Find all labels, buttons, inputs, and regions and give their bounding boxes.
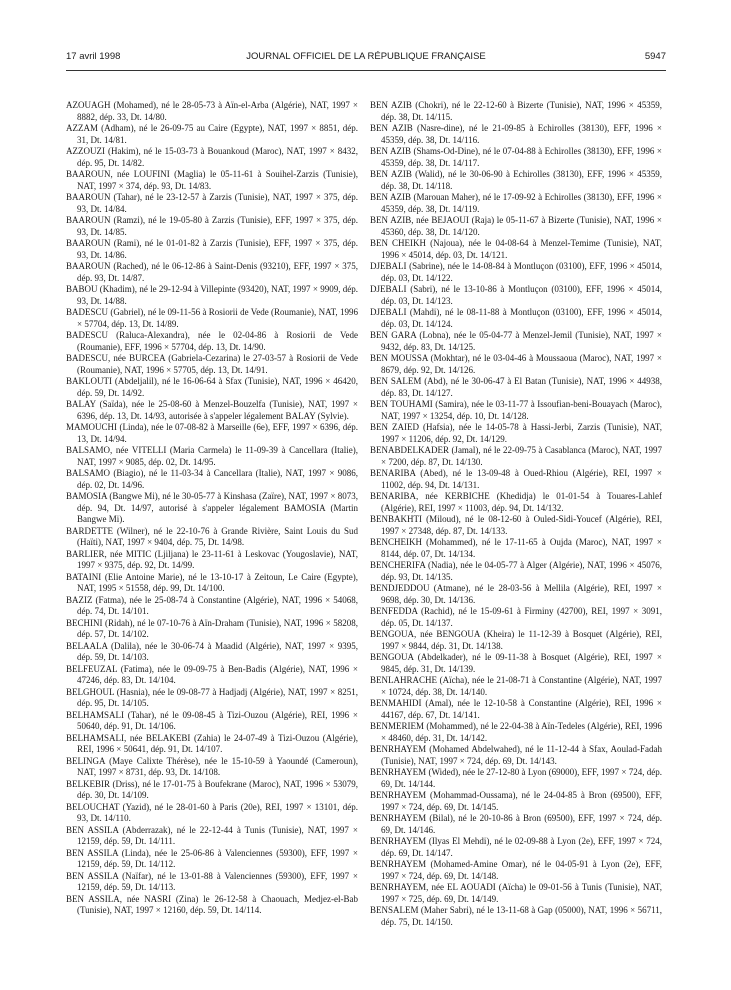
naturalization-entry: BAAROUN (Rached), né le 06-12-86 à Saint-Denis (93210), EFF, 1997 × 375, dép. 93, Dt. 14/87. — [66, 261, 358, 283]
naturalization-entry: BENRHAYEM (Mohammad-Oussama), né le 24-04-85 à Bron (69500), EFF, 1997 × 724, dép. 69, Dt. 14/145. — [370, 790, 662, 812]
naturalization-entry: BENGOUA, née BENGOUA (Kheira) le 11-12-39 à Bosquet (Algérie), REI, 1997 × 9844, dép. 31, Dt. 14/138. — [370, 629, 662, 651]
naturalization-entry: BAAROUN (Tahar), né le 23-12-57 à Zarzis (Tunisie), NAT, 1997 × 375, dép. 93, Dt. 14/84. — [66, 192, 358, 214]
naturalization-entry: BEN ASSILA (Naïfar), né le 13-01-88 à Valenciennes (59300), EFF, 1997 × 12159, dép. 59, Dt. 14/113. — [66, 870, 358, 892]
naturalization-entry: BEN ASSILA, née NASRI (Zina) le 26-12-58 à Chaouach, Medjez-el-Bab (Tunisie), NAT, 1997 × 12160, dép. 59, Dt. 14/114. — [66, 893, 358, 915]
naturalization-entry: BENFEDDA (Rachid), né le 15-09-61 à Firminy (42700), REI, 1997 × 3091, dép. 05, Dt. 14/137. — [370, 606, 662, 628]
naturalization-entry: BENRHAYEM (Ilyas El Mehdi), né le 02-09-88 à Lyon (2e), EFF, 1997 × 724, dép. 69, Dt. 14/147. — [370, 836, 662, 858]
naturalization-entry: BEN AZIB (Shams-Od-Dine), né le 07-04-88 à Echirolles (38130), EFF, 1996 × 45359, dép. 38, Dt. 14/117. — [370, 146, 662, 168]
naturalization-entry: DJEBALI (Sabrine), née le 14-08-84 à Montluçon (03100), EFF, 1996 × 45014, dép. 03, Dt. 14/122. — [370, 261, 662, 283]
naturalization-entry: BAZIZ (Fatma), née le 25-08-74 à Constantine (Algérie), NAT, 1996 × 54068, dép. 74, Dt. 14/101. — [66, 594, 358, 616]
naturalization-entry: BADESCU, née BURCEA (Gabriela-Cezarina) le 27-03-57 à Rosiorii de Vede (Roumanie), NAT, 1996 × 57705, dép. 13, Dt. 14/91. — [66, 353, 358, 375]
naturalization-entry: BELOUCHAT (Yazid), né le 28-01-60 à Paris (20e), REI, 1997 × 13101, dép. 93, Dt. 14/110. — [66, 801, 358, 823]
naturalization-entry: BADESCU (Raluca-Alexandra), née le 02-04-86 à Rosiorii de Vede (Roumanie), EFF, 1996 × 57704, dép. 13, Dt. 14/90. — [66, 330, 358, 352]
naturalization-entry: BELFEUZAL (Fatima), née le 09-09-75 à Ben-Badis (Algérie), NAT, 1996 × 47246, dép. 83, Dt. 14/104. — [66, 663, 358, 685]
naturalization-entry: BELAALA (Dalila), née le 30-06-74 à Maadid (Algérie), NAT, 1997 × 9395, dép. 59, Dt. 14/103. — [66, 640, 358, 662]
naturalization-entry: BEN SALEM (Abd), né le 30-06-47 à El Batan (Tunisie), NAT, 1996 × 44938, dép. 83, Dt. 14/127. — [370, 376, 662, 398]
naturalization-entry: BATAINI (Elie Antoine Marie), né le 13-10-17 à Zeitoun, Le Caire (Egypte), NAT, 1995 × 51558, dép. 99, Dt. 14/100. — [66, 571, 358, 593]
page-header — [66, 50, 666, 64]
naturalization-entry: AZOUAGH (Mohamed), né le 28-05-73 à Aïn-el-Arba (Algérie), NAT, 1997 × 8882, dép. 33, Dt. 14/80. — [66, 100, 358, 122]
right-column — [370, 100, 662, 928]
naturalization-entry: BENLAHRACHE (Aïcha), née le 21-08-71 à Constantine (Algérie), NAT, 1997 × 10724, dép. 38, Dt. 14/140. — [370, 675, 662, 697]
naturalization-entry: BENBAKHTI (Miloud), né le 08-12-60 à Ouled-Sidi-Youcef (Algérie), REI, 1997 × 27348, dép. 87, Dt. 14/133. — [370, 514, 662, 536]
naturalization-entry: BENSALEM (Maher Sabri), né le 13-11-68 à Gap (05000), NAT, 1996 × 56711, dép. 75, Dt. 14/150. — [370, 905, 662, 927]
naturalization-entry: BEN AZIB (Chokri), né le 22-12-60 à Bizerte (Tunisie), NAT, 1996 × 45359, dép. 38, Dt. 14/115. — [370, 100, 662, 122]
naturalization-entry: BENCHEIKH (Mohammed), né le 17-11-65 à Oujda (Maroc), NAT, 1997 × 8144, dép. 07, Dt. 14/134. — [370, 537, 662, 559]
naturalization-entry: BENRHAYEM (Mohamed Abdelwahed), né le 11-12-44 à Sfax, Aoulad-Fadah (Tunisie), NAT, 1997 × 724, dép. 69, Dt. 14/143. — [370, 744, 662, 766]
naturalization-entry: BELKEBIR (Driss), né le 17-01-75 à Boufekrane (Maroc), NAT, 1996 × 53079, dép. 30, Dt. 14/109. — [66, 778, 358, 800]
naturalization-entry: BENMAHIDI (Amal), née le 12-10-58 à Constantine (Algérie), REI, 1996 × 44167, dép. 67, Dt. 14/141. — [370, 698, 662, 720]
naturalization-entry: BENRHAYEM (Mohamed-Amine Omar), né le 04-05-91 à Lyon (2e), EFF, 1997 × 724, dép. 69, Dt. 14/148. — [370, 859, 662, 881]
naturalization-entry: BEN AZIB (Nasre-dine), né le 21-09-85 à Echirolles (38130), EFF, 1996 × 45359, dép. 38, Dt. 14/116. — [370, 123, 662, 145]
naturalization-entry: BELINGA (Maye Calixte Thérèse), née le 15-10-59 à Yaoundé (Cameroun), NAT, 1997 × 8731, dép. 93, Dt. 14/108. — [66, 755, 358, 777]
naturalization-entry: DJEBALI (Mahdi), né le 08-11-88 à Montluçon (03100), EFF, 1996 × 45014, dép. 03, Dt. 14/124. — [370, 307, 662, 329]
naturalization-entry: BEN AZIB (Walid), né le 30-06-90 à Echirolles (38130), EFF, 1996 × 45359, dép. 38, Dt. 14/118. — [370, 169, 662, 191]
naturalization-entry: MAMOUCHI (Linda), née le 07-08-82 à Marseille (6e), EFF, 1997 × 6396, dép. 13, Dt. 14/94. — [66, 422, 358, 444]
page-number: 5947 — [644, 51, 666, 62]
naturalization-entry: BENMERIEM (Mohammed), né le 22-04-38 à Aïn-Tedeles (Algérie), REI, 1996 × 48460, dép. 31, Dt. 14/142. — [370, 721, 662, 743]
naturalization-entry: BABOU (Khadim), né le 29-12-94 à Villepinte (93420), NAT, 1997 × 9909, dép. 93, Dt. 14/88. — [66, 284, 358, 306]
naturalization-entry: BAAROUN, née LOUFINI (Maglia) le 05-11-61 à Souihel-Zarzis (Tunisie), NAT, 1997 × 374, dép. 93, Dt. 14/83. — [66, 169, 358, 191]
naturalization-entry: BENDJEDDOU (Atmane), né le 28-03-56 à Mellila (Algérie), REI, 1997 × 9698, dép. 30, Dt. 14/136. — [370, 583, 662, 605]
naturalization-entry: DJEBALI (Sabri), né le 13-10-86 à Montluçon (03100), EFF, 1996 × 45014, dép. 03, Dt. 14/123. — [370, 284, 662, 306]
naturalization-entry: BARLIER, née MITIC (Ljiljana) le 23-11-61 à Leskovac (Yougoslavie), NAT, 1997 × 9375, dép. 92, Dt. 14/99. — [66, 548, 358, 570]
naturalization-entry: BAKLOUTI (Abdeljalil), né le 16-06-64 à Sfax (Tunisie), NAT, 1996 × 46420, dép. 59, Dt. 14/92. — [66, 376, 358, 398]
naturalization-entry: AZZAM (Adham), né le 26-09-75 au Caire (Egypte), NAT, 1997 × 8851, dép. 31, Dt. 14/81. — [66, 123, 358, 145]
naturalization-entry: BEN GARA (Lobna), née le 05-04-77 à Menzel-Jemil (Tunisie), NAT, 1997 × 9432, dép. 83, Dt. 14/125. — [370, 330, 662, 352]
naturalization-entry: BAMOSIA (Bangwe Mi), né le 30-05-77 à Kinshasa (Zaïre), NAT, 1997 × 8073, dép. 94, Dt. 14/97, autorisé à s'appeler légalement BAMOSIA (Martin Bangwe Mi). — [66, 491, 358, 524]
naturalization-entry: BEN TOUHAMI (Samira), née le 03-11-77 à Issoufian-beni-Bouayach (Maroc), NAT, 1997 × 13254, dép. 10, Dt. 14/128. — [370, 399, 662, 421]
naturalization-entry: BELHAMSALI, née BELAKEBI (Zahia) le 24-07-49 à Tizi-Ouzou (Algérie), REI, 1996 × 50641, dép. 91, Dt. 14/107. — [66, 732, 358, 754]
naturalization-entry: AZZOUZI (Hakim), né le 15-03-73 à Bouankoud (Maroc), NAT, 1997 × 8432, dép. 95, Dt. 14/82. — [66, 146, 358, 168]
naturalization-entry: BALSAMO (Biagio), né le 11-03-34 à Cancellara (Italie), NAT, 1997 × 9086, dép. 02, Dt. 14/96. — [66, 468, 358, 490]
naturalization-entry: BEN ZAIED (Hafsia), née le 14-05-78 à Hassi-Jerbi, Zarzis (Tunisie), NAT, 1997 × 11206, dép. 92, Dt. 14/129. — [370, 422, 662, 444]
naturalization-entry: BEN ASSILA (Linda), née le 25-06-86 à Valenciennes (59300), EFF, 1997 × 12159, dép. 59, Dt. 14/112. — [66, 847, 358, 869]
naturalization-entry: BENGOUA (Abdelkader), né le 09-11-38 à Bosquet (Algérie), REI, 1997 × 9845, dép. 31, Dt. 14/139. — [370, 652, 662, 674]
naturalization-entry: BALAY (Saïda), née le 25-08-60 à Menzel-Bouzelfa (Tunisie), NAT, 1997 × 6396, dép. 13, Dt. 14/93, autorisée à s'appeler légalement BALAY (Sylvie). — [66, 399, 358, 421]
naturalization-entry: BELGHOUL (Hasnia), née le 09-08-77 à Hadjadj (Algérie), NAT, 1997 × 8251, dép. 95, Dt. 14/105. — [66, 686, 358, 708]
naturalization-entry: BENABDELKADER (Jamal), né le 22-09-75 à Casablanca (Maroc), NAT, 1997 × 7200, dép. 87, Dt. 14/130. — [370, 445, 662, 467]
naturalization-entry: BEN AZIB (Marouan Maher), né le 17-09-92 à Echirolles (38130), EFF, 1996 × 45359, dép. 38, Dt. 14/119. — [370, 192, 662, 214]
naturalization-entry: BALSAMO, née VITELLI (Maria Carmela) le 11-09-39 à Cancellara (Italie), NAT, 1997 × 9085, dép. 02, Dt. 14/95. — [66, 445, 358, 467]
naturalization-entry: BEN AZIB, née BEJAOUI (Raja) le 05-11-67 à Bizerte (Tunisie), NAT, 1996 × 45360, dép. 38, Dt. 14/120. — [370, 215, 662, 237]
naturalization-entry: BEN ASSILA (Abderrazak), né le 22-12-44 à Tunis (Tunisie), NAT, 1997 × 12159, dép. 59, Dt. 14/111. — [66, 824, 358, 846]
naturalization-entry: BAAROUN (Ramzi), né le 19-05-80 à Zarzis (Tunisie), EFF, 1997 × 375, dép. 93, Dt. 14/85. — [66, 215, 358, 237]
naturalization-entry: BAAROUN (Rami), né le 01-01-82 à Zarzis (Tunisie), EFF, 1997 × 375, dép. 93, Dt. 14/86. — [66, 238, 358, 260]
naturalization-entry: BARDETTE (Wilner), né le 22-10-76 à Grande Rivière, Saint Louis du Sud (Haïti), NAT, 1997 × 9404, dép. 75, Dt. 14/98. — [66, 525, 358, 547]
naturalization-entry: BENRHAYEM, née EL AOUADI (Aïcha) le 09-01-56 à Tunis (Tunisie), NAT, 1997 × 725, dép. 69, Dt. 14/149. — [370, 882, 662, 904]
left-column — [66, 100, 358, 917]
naturalization-entry: BENARIBA, née KERBICHE (Khedidja) le 01-01-54 à Touares-Lahlef (Algérie), REI, 1997 × 11003, dép. 94, Dt. 14/132. — [370, 491, 662, 513]
naturalization-entry: BEN CHEIKH (Najoua), née le 04-08-64 à Menzel-Temime (Tunisie), NAT, 1996 × 45014, dép. 03, Dt. 14/121. — [370, 238, 662, 260]
naturalization-entry: BENRHAYEM (Bilal), né le 20-10-86 à Bron (69500), EFF, 1997 × 724, dép. 69, Dt. 14/146. — [370, 813, 662, 835]
journal-title: JOURNAL OFFICIEL DE LA RÉPUBLIQUE FRANÇAISE — [246, 51, 486, 62]
naturalization-entry: BENARIBA (Abed), né le 13-09-48 à Oued-Rhiou (Algérie), REI, 1997 × 11002, dép. 94, Dt. 14/131. — [370, 468, 662, 490]
naturalization-entry: BADESCU (Gabriel), né le 09-11-56 à Rosiorii de Vede (Roumanie), NAT, 1996 × 57704, dép. 13, Dt. 14/89. — [66, 307, 358, 329]
header-rule — [66, 70, 666, 71]
naturalization-entry: BECHINI (Ridah), né le 07-10-76 à Aïn-Draham (Tunisie), NAT, 1996 × 58208, dép. 57, Dt. 14/102. — [66, 617, 358, 639]
naturalization-entry: BELHAMSALI (Tahar), né le 09-08-45 à Tizi-Ouzou (Algérie), REI, 1996 × 50640, dép. 91, Dt. 14/106. — [66, 709, 358, 731]
naturalization-entry: BENRHAYEM (Wided), née le 27-12-80 à Lyon (69000), EFF, 1997 × 724, dép. 69, Dt. 14/144. — [370, 767, 662, 789]
naturalization-entry: BENCHERIFA (Nadia), née le 04-05-77 à Alger (Algérie), NAT, 1996 × 45076, dép. 93, Dt. 14/135. — [370, 560, 662, 582]
naturalization-entry: BEN MOUSSA (Mokhtar), né le 03-04-46 à Moussaoua (Maroc), NAT, 1997 × 8679, dép. 92, Dt. 14/126. — [370, 353, 662, 375]
header-date: 17 avril 1998 — [66, 51, 121, 62]
